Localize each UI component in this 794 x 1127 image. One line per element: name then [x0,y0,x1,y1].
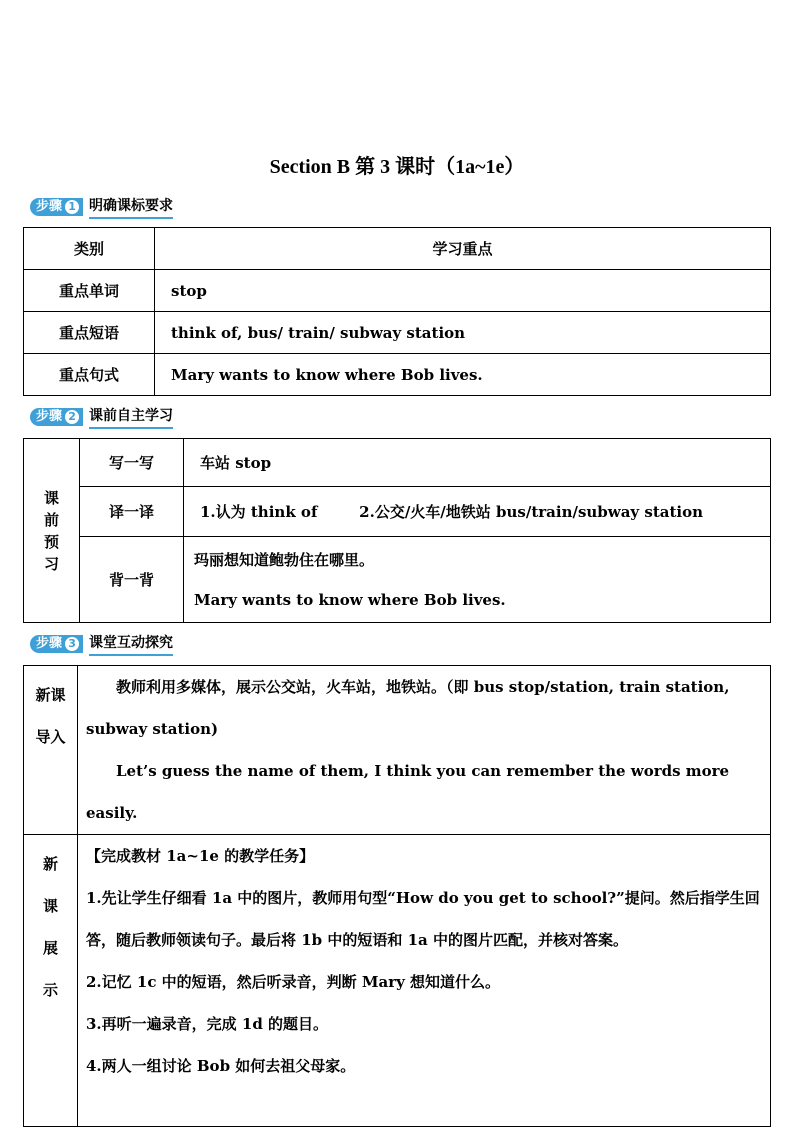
show-item: 3.再听一遍录音，完成 1d 的题目。 [86,1015,329,1033]
classroom-table [23,665,771,1127]
header-focus: 学习重点 [155,228,771,270]
step-number: 3 [65,637,79,651]
show-item: 4.两人一组讨论 Bob 如何去祖父母家。 [86,1057,356,1075]
step-number: 1 [65,200,79,214]
recite-line-en: Mary wants to know where Bob lives. [194,590,506,609]
recite-content [184,537,771,623]
write-label: 写一写 [80,439,184,487]
translate-label: 译一译 [80,487,184,537]
category-cell: 重点短语 [24,312,155,354]
recite-line-cn: 玛丽想知道鲍勃住在哪里。 [194,550,375,569]
step-label: 明确课标要求 [89,195,173,219]
preview-table [23,438,771,623]
show-label: 新课展示 [24,835,78,1127]
step-number: 2 [65,410,79,424]
page-title: Section B 第 3 课时（1a~1e） [269,156,525,178]
show-content [78,835,771,1127]
step-1-header [30,198,173,216]
intro-label: 新课导入 [24,666,78,835]
step-label: 课前自主学习 [89,405,173,429]
content-cell: stop [155,270,771,312]
content-cell: Mary wants to know where Bob lives. [155,354,771,396]
step-badge: 步骤 3 [30,635,83,653]
recite-label: 背一背 [80,537,184,623]
intro-content [78,666,771,835]
write-content: 车站 stop [184,439,771,487]
translate-content: 1.认为 think of 2.公交/火车/地铁站 bus/train/subway station [184,487,771,537]
category-cell: 重点句式 [24,354,155,396]
step-badge: 步骤 2 [30,408,83,426]
step-3-header [30,635,173,653]
content-cell: think of, bus/ train/ subway station [155,312,771,354]
step-label: 课堂互动探究 [89,632,173,656]
show-item: 【完成教材 1a~1e 的教学任务】 [86,847,315,865]
category-cell: 重点单词 [24,270,155,312]
intro-text-2: Let’s guess the name of them, I think you can remember the words more easily. [86,762,730,822]
key-points-table [23,227,771,396]
header-category: 类别 [24,228,155,270]
preview-side-label: 课前预习 [24,439,80,623]
show-item: 1.先让学生仔细看 1a 中的图片，教师用句型“How do you get to school?”提问。然后指学生回答，随后教师领读句子。最后将 1b 中的短语和 1a 中的图片匹配，并核对答案。 [86,889,760,949]
show-item: 2.记忆 1c 中的短语，然后听录音，判断 Mary 想知道什么。 [86,973,501,991]
intro-text-1: 教师利用多媒体，展示公交站，火车站，地铁站。（即 bus stop/station, train station, subway station) [86,678,730,738]
step-2-header [30,408,173,426]
step-badge: 步骤 1 [30,198,83,216]
